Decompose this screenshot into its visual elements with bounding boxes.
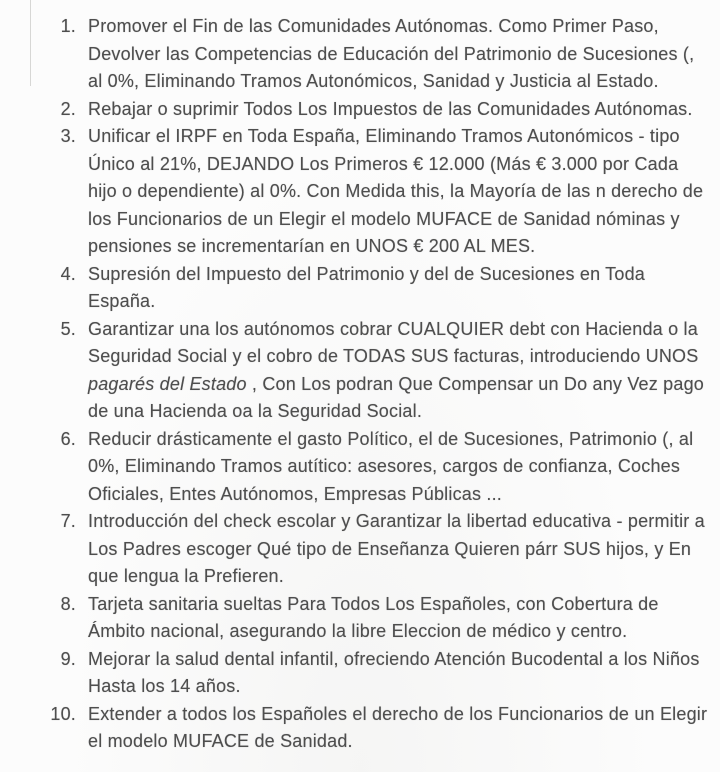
list-item xyxy=(0,591,720,646)
list-item xyxy=(0,96,720,124)
text-line xyxy=(88,646,700,674)
text-segment: Reducir drásticamente el gasto Político, el de Sucesiones, Patrimonio (, al xyxy=(88,428,694,449)
text-segment: , Con Los podran Que Compensar un Do any Vez pago xyxy=(246,373,705,394)
item-number: 2. xyxy=(60,98,76,119)
text-segment: Introducción del check escolar y Garantizar la libertad educativa - permitir a xyxy=(88,511,705,531)
text-line xyxy=(88,398,704,426)
item-number: 9. xyxy=(60,648,76,669)
text-line xyxy=(88,453,693,481)
item-text xyxy=(88,646,700,701)
list-item xyxy=(0,508,720,591)
item-number: 4. xyxy=(60,263,76,284)
text-line xyxy=(88,96,693,124)
text-segment: de una Hacienda oa la Seguridad Social. xyxy=(88,401,423,421)
item-text xyxy=(88,123,703,261)
item-number: 1. xyxy=(60,16,76,36)
text-segment: Rebajar o suprimir Todos Los Impuestos de las Comunidades Autónomas. xyxy=(88,98,693,119)
item-text xyxy=(88,316,704,426)
text-line xyxy=(88,13,694,41)
text-segment: 0%, Eliminando Tramos autítico: asesores, cargos de confianza, Coches xyxy=(88,456,681,476)
text-segment: Garantizar una los autónomos cobrar CUALQUIER debt con Hacienda o la xyxy=(88,318,698,339)
list-item xyxy=(0,316,720,426)
text-line xyxy=(88,673,700,701)
text-segment: Devolver las Competencias de Educación del Patrimonio de Sucesiones (, xyxy=(88,43,695,64)
item-text xyxy=(88,426,693,509)
text-segment: Los Padres escoger Qué tipo de Enseñanza Quieren párr SUS hijos, y En xyxy=(88,538,692,559)
text-segment: hijo o dependiente) al 0%. Con Medida this, la Mayoría de las n derecho de xyxy=(88,181,704,201)
list-item xyxy=(0,646,720,701)
item-number: 6. xyxy=(60,428,76,449)
text-segment: Único al 21%, DEJANDO Los Primeros € 12.000 (Más € 3.000 por Cada xyxy=(88,153,679,174)
text-segment: el modelo MUFACE de Sanidad. xyxy=(88,731,353,751)
text-line xyxy=(88,123,703,151)
item-text xyxy=(88,701,707,756)
text-segment: al 0%, Eliminando Tramos Autonómicos, Sanidad y Justicia al Estado. xyxy=(88,71,659,91)
item-text xyxy=(88,508,705,591)
text-line xyxy=(88,261,645,289)
text-segment: Oficiales, Entes Autónomos, Empresas Públicas ... xyxy=(88,483,502,504)
italic-text-segment: pagarés del Estado xyxy=(88,373,247,394)
list-item xyxy=(0,123,720,261)
text-line xyxy=(88,68,694,96)
numbered-list xyxy=(0,13,720,756)
text-line xyxy=(88,701,707,729)
text-line xyxy=(88,316,704,344)
list-item xyxy=(0,13,720,96)
item-text xyxy=(88,591,659,646)
text-segment: Seguridad Social y el cobro de TODAS SUS facturas, introduciendo UNOS xyxy=(88,346,699,366)
list-item xyxy=(0,701,720,756)
text-line xyxy=(88,591,659,619)
item-number: 3. xyxy=(60,126,76,146)
text-line xyxy=(88,233,703,261)
text-line xyxy=(88,41,694,69)
text-line xyxy=(88,728,707,756)
text-line xyxy=(88,618,659,646)
text-line xyxy=(88,288,645,316)
item-text xyxy=(88,96,693,124)
text-segment: Mejorar la salud dental infantil, ofreciendo Atención Bucodental a los Niños xyxy=(88,648,700,669)
text-line xyxy=(88,178,703,206)
text-segment: que lengua la Prefieren. xyxy=(88,566,284,586)
text-segment: Tarjeta sanitaria sueltas Para Todos Los Españoles, con Cobertura de xyxy=(88,593,659,614)
text-line xyxy=(88,536,705,564)
text-segment: Promover el Fin de las Comunidades Autónomas. Como Primer Paso, xyxy=(88,16,659,36)
text-segment: Supresión del Impuesto del Patrimonio y del de Sucesiones en Toda xyxy=(88,263,646,284)
text-line xyxy=(88,343,704,371)
text-line xyxy=(88,508,705,536)
item-number: 8. xyxy=(60,593,76,614)
text-segment: Hasta los 14 años. xyxy=(88,676,241,696)
item-text xyxy=(88,13,694,96)
item-number: 7. xyxy=(60,511,76,531)
text-line xyxy=(88,371,704,399)
text-segment: España. xyxy=(88,291,156,311)
item-number: 10. xyxy=(50,703,76,724)
list-item xyxy=(0,261,720,316)
text-segment: pensiones se incrementarían en UNOS € 200 AL MES. xyxy=(88,236,536,256)
text-line xyxy=(88,426,693,454)
list-item xyxy=(0,426,720,509)
item-number: 5. xyxy=(60,318,76,339)
text-segment: Ámbito nacional, asegurando la libre Eleccion de médico y centro. xyxy=(88,621,628,641)
text-segment: los Funcionarios de un Elegir el modelo MUFACE de Sanidad nóminas y xyxy=(88,208,680,229)
item-text xyxy=(88,261,645,316)
text-line xyxy=(88,563,705,591)
text-line xyxy=(88,151,703,179)
text-line xyxy=(88,481,693,509)
text-segment: Unificar el IRPF en Toda España, Eliminando Tramos Autonómicos - tipo xyxy=(88,126,680,146)
text-segment: Extender a todos los Españoles el derecho de los Funcionarios de un Elegir xyxy=(88,703,708,724)
text-line xyxy=(88,206,703,234)
